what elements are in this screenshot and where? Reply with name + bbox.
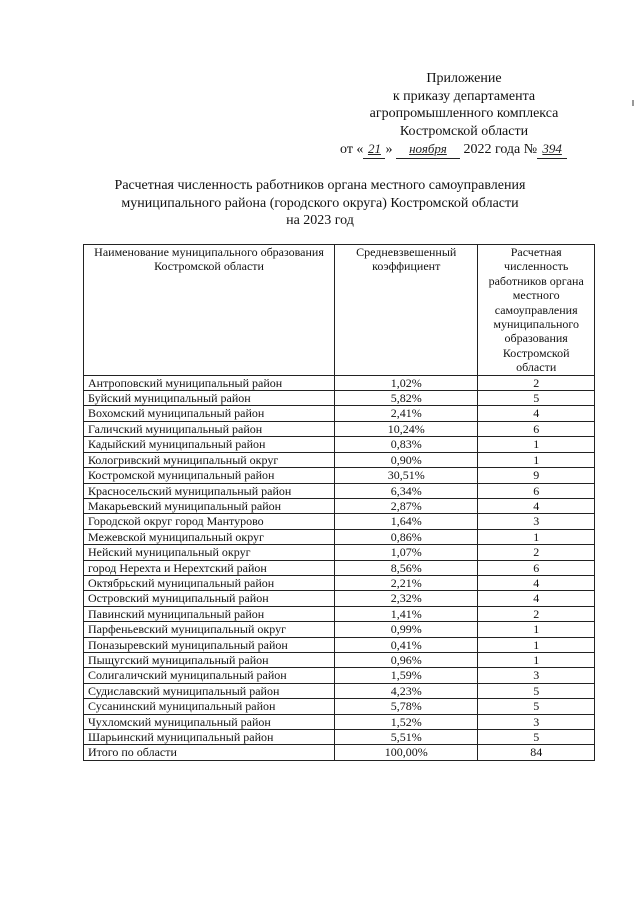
table-row bbox=[84, 683, 595, 698]
table-row bbox=[84, 514, 595, 529]
staff-count-cell: 3 bbox=[478, 714, 595, 729]
municipality-cell: Кадыйский муниципальный район bbox=[84, 437, 335, 452]
coefficient-cell: 1,02% bbox=[335, 375, 478, 390]
staff-count-cell: 5 bbox=[478, 391, 595, 406]
coefficient-cell: 0,86% bbox=[335, 529, 478, 544]
coefficient-cell: 2,32% bbox=[335, 591, 478, 606]
municipality-cell: Солигаличский муниципальный район bbox=[84, 668, 335, 683]
table-row bbox=[84, 468, 595, 483]
table-row bbox=[84, 606, 595, 621]
coefficient-cell: 1,52% bbox=[335, 714, 478, 729]
coefficient-cell: 2,41% bbox=[335, 406, 478, 421]
coefficient-cell: 1,64% bbox=[335, 514, 478, 529]
staff-count-cell: 5 bbox=[478, 683, 595, 698]
table-header-row bbox=[84, 245, 595, 376]
title-line-2: муниципального района (городского округа) Костромской области bbox=[121, 195, 519, 211]
appendix-date-line bbox=[330, 140, 598, 159]
table-row bbox=[84, 668, 595, 683]
municipality-cell: Вохомский муниципальный район bbox=[84, 406, 335, 421]
coefficient-cell: 6,34% bbox=[335, 483, 478, 498]
appendix-department: агропромышленного комплекса bbox=[369, 106, 559, 121]
coefficient-cell: 0,41% bbox=[335, 637, 478, 652]
municipality-cell: Пыщугский муниципальный район bbox=[84, 652, 335, 667]
header-staff-count: Расчетная численность работников органа местного самоуправления муниципального образования Костромской области bbox=[478, 245, 595, 376]
staff-count-cell: 2 bbox=[478, 545, 595, 560]
table-body bbox=[84, 375, 595, 745]
municipality-cell: Костромской муниципальный район bbox=[84, 468, 335, 483]
municipality-cell: Чухломский муниципальный район bbox=[84, 714, 335, 729]
staff-count-cell: 1 bbox=[478, 637, 595, 652]
municipality-cell: Шарьинский муниципальный район bbox=[84, 730, 335, 745]
coefficient-cell: 1,59% bbox=[335, 668, 478, 683]
municipality-cell: город Нерехта и Нерехтский район bbox=[84, 560, 335, 575]
appendix-header bbox=[330, 70, 598, 159]
scan-mark bbox=[632, 100, 634, 106]
municipality-cell: Галичский муниципальный район bbox=[84, 421, 335, 436]
coefficient-cell: 30,51% bbox=[335, 468, 478, 483]
staff-count-cell: 4 bbox=[478, 406, 595, 421]
coefficient-cell: 2,87% bbox=[335, 498, 478, 513]
appendix-order-ref: к приказу департамента bbox=[392, 88, 536, 104]
table-row bbox=[84, 591, 595, 606]
appendix-label: Приложение bbox=[426, 71, 502, 86]
staff-count-cell: 6 bbox=[478, 560, 595, 575]
staff-count-cell: 1 bbox=[478, 529, 595, 544]
title-line-1: Расчетная численность работников органа местного самоуправления bbox=[114, 178, 526, 193]
municipality-cell: Парфеньевский муниципальный округ bbox=[84, 622, 335, 637]
coefficient-cell: 5,82% bbox=[335, 391, 478, 406]
municipality-cell: Павинский муниципальный район bbox=[84, 606, 335, 621]
table-row bbox=[84, 730, 595, 745]
municipality-cell: Нейский муниципальный округ bbox=[84, 545, 335, 560]
table-row bbox=[84, 452, 595, 467]
municipality-cell: Межевской муниципальный округ bbox=[84, 529, 335, 544]
table-row bbox=[84, 560, 595, 575]
staff-count-cell: 6 bbox=[478, 421, 595, 436]
staff-count-cell: 6 bbox=[478, 483, 595, 498]
staff-count-cell: 1 bbox=[478, 452, 595, 467]
table-row bbox=[84, 699, 595, 714]
table-row bbox=[84, 637, 595, 652]
staff-count-cell: 5 bbox=[478, 699, 595, 714]
total-label: Итого по области bbox=[84, 745, 335, 760]
coefficient-cell: 0,99% bbox=[335, 622, 478, 637]
table-row bbox=[84, 437, 595, 452]
table-row bbox=[84, 391, 595, 406]
staff-count-cell: 1 bbox=[478, 437, 595, 452]
table-row bbox=[84, 498, 595, 513]
staffing-table bbox=[83, 244, 595, 761]
coefficient-cell: 2,21% bbox=[335, 575, 478, 590]
staff-count-cell: 4 bbox=[478, 575, 595, 590]
appendix-region: Костромской области bbox=[399, 123, 529, 139]
staff-count-cell: 1 bbox=[478, 652, 595, 667]
municipality-cell: Островский муниципальный район bbox=[84, 591, 335, 606]
coefficient-cell: 4,23% bbox=[335, 683, 478, 698]
municipality-cell: Октябрьский муниципальный район bbox=[84, 575, 335, 590]
date-year: 2022 года № bbox=[459, 142, 538, 157]
staff-count-cell: 3 bbox=[478, 668, 595, 683]
municipality-cell: Поназыревский муниципальный район bbox=[84, 637, 335, 652]
staff-count-cell: 3 bbox=[478, 514, 595, 529]
staff-count-cell: 2 bbox=[478, 606, 595, 621]
staff-count-cell: 1 bbox=[478, 622, 595, 637]
municipality-cell: Сусанинский муниципальный район bbox=[84, 699, 335, 714]
coefficient-cell: 5,51% bbox=[335, 730, 478, 745]
date-prefix: от « bbox=[340, 142, 364, 157]
header-coefficient: Средневзвешенный коэффициент bbox=[335, 245, 478, 376]
staff-count-cell: 9 bbox=[478, 468, 595, 483]
table-row bbox=[84, 375, 595, 390]
table-row bbox=[84, 545, 595, 560]
title-line-3: на 2023 год bbox=[286, 213, 354, 228]
table-row bbox=[84, 622, 595, 637]
coefficient-cell: 0,96% bbox=[335, 652, 478, 667]
table-row bbox=[84, 529, 595, 544]
staff-count-cell: 5 bbox=[478, 730, 595, 745]
total-row bbox=[84, 745, 595, 760]
table-row bbox=[84, 714, 595, 729]
table-row bbox=[84, 483, 595, 498]
coefficient-cell: 1,07% bbox=[335, 545, 478, 560]
coefficient-cell: 0,83% bbox=[335, 437, 478, 452]
table-row bbox=[84, 652, 595, 667]
coefficient-cell: 1,41% bbox=[335, 606, 478, 621]
staff-count-cell: 2 bbox=[478, 375, 595, 390]
municipality-cell: Красносельский муниципальный район bbox=[84, 483, 335, 498]
header-municipality: Наименование муниципального образования Костромской области bbox=[84, 245, 335, 376]
date-month-handwritten: ноября bbox=[396, 140, 460, 159]
municipality-cell: Антроповский муниципальный район bbox=[84, 375, 335, 390]
municipality-cell: Судиславский муниципальный район bbox=[84, 683, 335, 698]
order-number-handwritten: 394 bbox=[537, 140, 567, 159]
municipality-cell: Макарьевский муниципальный район bbox=[84, 498, 335, 513]
coefficient-cell: 5,78% bbox=[335, 699, 478, 714]
table-row bbox=[84, 406, 595, 421]
municipality-cell: Городской округ город Мантурово bbox=[84, 514, 335, 529]
date-mid: » bbox=[385, 142, 396, 157]
document-title bbox=[80, 177, 560, 230]
municipality-cell: Буйский муниципальный район bbox=[84, 391, 335, 406]
municipality-cell: Кологривский муниципальный округ bbox=[84, 452, 335, 467]
coefficient-cell: 0,90% bbox=[335, 452, 478, 467]
coefficient-cell: 10,24% bbox=[335, 421, 478, 436]
table-row bbox=[84, 421, 595, 436]
total-coefficient: 100,00% bbox=[335, 745, 478, 760]
total-count: 84 bbox=[478, 745, 595, 760]
table-row bbox=[84, 575, 595, 590]
coefficient-cell: 8,56% bbox=[335, 560, 478, 575]
date-day-handwritten: 21 bbox=[363, 140, 385, 159]
staff-count-cell: 4 bbox=[478, 591, 595, 606]
staff-count-cell: 4 bbox=[478, 498, 595, 513]
